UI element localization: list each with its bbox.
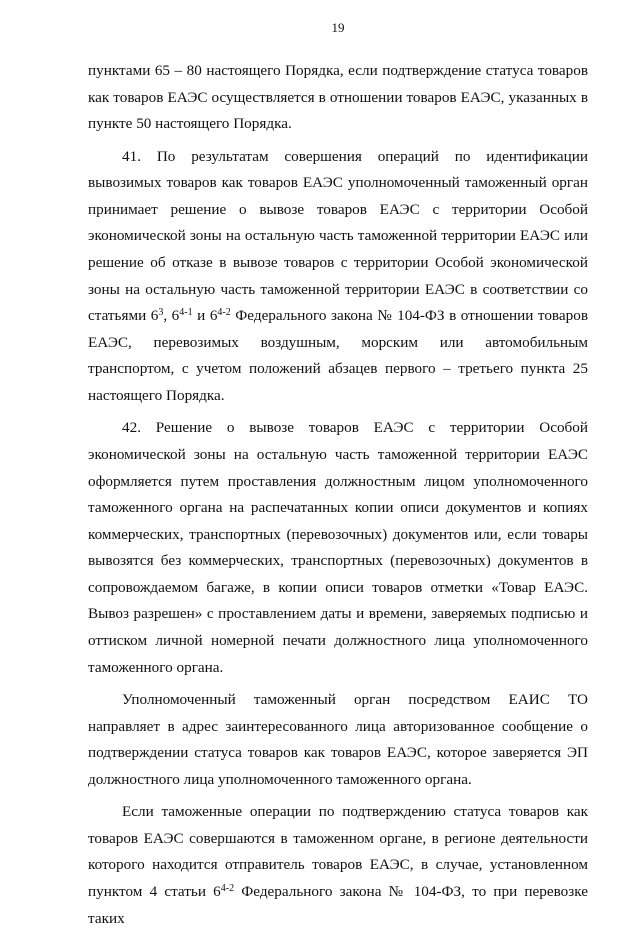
paragraph-41: [88, 144, 588, 410]
paragraph-41-tail: Федерального закона № 104-ФЗ в отношении товаров ЕАЭС, перевозимых воздушным, морским или автомобильным транспортом, с учетом положений абзацев первого – третьего пункта 25 настоящего Порядка.: [88, 307, 588, 404]
paragraph-41-text: 41. По результатам совершения операций по идентификации вывозимых товаров как товаров ЕАЭС уполномоченный таможенный орган принимает решение о вывозе товаров ЕАЭС с территории Особой экономической зоны на остальную часть таможенной территории ЕАЭС или решение об отказе в вывозе товаров с территории Особой экономической зоны на остальную часть таможенной территории ЕАЭС в соответствии со статьями 6: [88, 147, 588, 325]
document-page: [88, 0, 588, 927]
document-body: [88, 58, 588, 932]
paragraph-customs-tail: Федерального закона № 104-ФЗ, то при перевозке таких: [88, 883, 588, 927]
paragraph-41-separator: и 6: [192, 307, 218, 325]
paragraph-customs-operations: [88, 799, 588, 932]
paragraph-42: 42. Решение о вывозе товаров ЕАЭС с территории Особой экономической зоны на остальную часть таможенной территории ЕАЭС оформляется путем проставления должностным лицом уполномоченного таможенного органа на распечатанных копии описи документов и копиях коммерческих, транспортных (перевозочных) документов или, если товары вывозятся без коммерческих, транспортных (перевозочных) документов в сопровождаемом багаже, в копии описи товаров отметки «Товар ЕАЭС. Вывоз разрешен» с проставлением даты и времени, заверяемых подписью и оттиском личной номерной печати должностного лица уполномоченного таможенного органа.: [88, 419, 588, 676]
superscript: 4-2: [217, 307, 231, 319]
superscript: 4-2: [220, 883, 235, 894]
paragraph-41-separator: , 6: [163, 307, 180, 325]
superscript: 4-1: [179, 307, 193, 319]
superscript: 3: [158, 307, 164, 319]
paragraph-notification: Уполномоченный таможенный орган посредством ЕАИС ТО направляет в адрес заинтересованного лица авторизованное сообщение о подтверждении статуса товаров как товаров ЕАЭС, которое заверяется ЭП должностного лица уполномоченного таможенного органа.: [88, 691, 588, 788]
paragraph-customs-text: Если таможенные операции по подтверждению статуса товаров как товаров ЕАЭС совершаются в таможенном органе, в регионе деятельности которого находится отправитель товаров ЕАЭС, в случае, установленном пунктом 4 статьи 6: [88, 803, 588, 900]
paragraph-continuation: пунктами 65 – 80 настоящего Порядка, если подтверждение статуса товаров как товаров ЕАЭС осуществляется в отношении товаров ЕАЭС, указанных в пункте 50 настоящего Порядка.: [88, 62, 588, 133]
page-number: 19: [331, 20, 345, 35]
